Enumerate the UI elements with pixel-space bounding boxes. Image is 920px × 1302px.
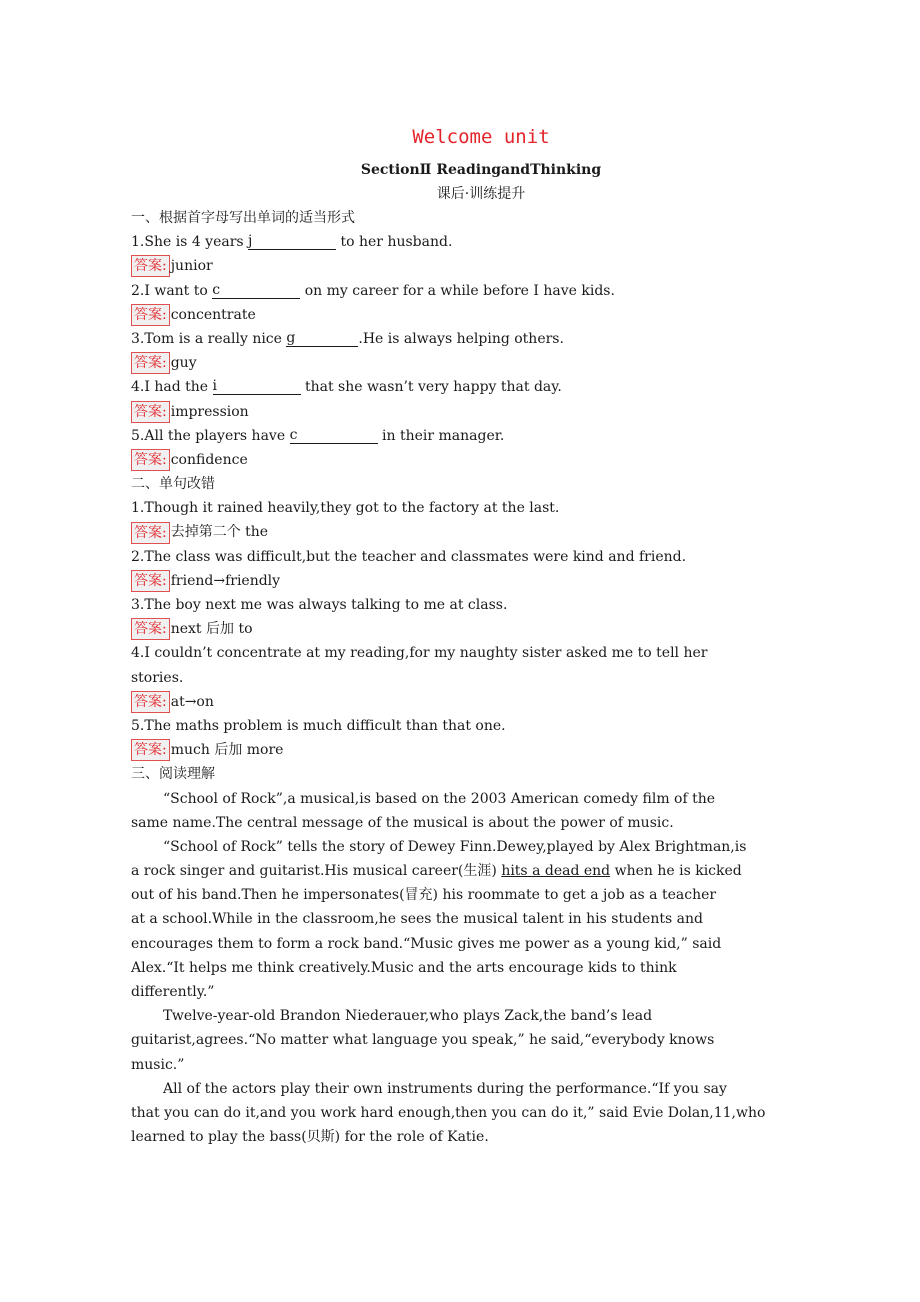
passage-line: that you can do it,and you work hard enough,then you can do it,” said Evie Dolan,11,who	[131, 1104, 766, 1121]
answer-label: 答案:	[131, 401, 170, 423]
correction-1: 1.Though it rained heavily,they got to the factory at the last.	[131, 500, 560, 517]
underlined-phrase: hits a dead end	[501, 863, 611, 880]
answer-text: concentrate	[170, 306, 256, 323]
answer-text: friend→friendly	[170, 572, 281, 589]
correction-2: 2.The class was difficult,but the teacher and classmates were kind and friend.	[131, 548, 687, 565]
passage-line: music.”	[131, 1056, 185, 1073]
answer-text: much 后加 more	[170, 742, 284, 759]
passage-line: learned to play the bass(贝斯) for the role of Katie.	[131, 1129, 489, 1146]
answer-row	[131, 738, 831, 762]
answer-row	[131, 400, 831, 424]
answer-row	[131, 690, 831, 714]
answer-label: 答案:	[131, 522, 170, 544]
answer-text: junior	[170, 258, 213, 275]
passage-line: All of the actors play their own instruments during the performance.“If you say	[163, 1080, 727, 1097]
correction-3: 3.The boy next me was always talking to me at class.	[131, 597, 508, 613]
answer-text: next 后加 to	[170, 621, 253, 638]
answer-row	[131, 254, 831, 278]
answer-text: impression	[170, 403, 249, 420]
question-5: 5.All the players have c in their manager.	[131, 426, 505, 444]
passage-line: Twelve-year-old Brandon Niederauer,who plays Zack,the band’s lead	[163, 1008, 653, 1025]
answer-label: 答案:	[131, 304, 170, 326]
passage-line: “School of Rock” tells the story of Dewey Finn.Dewey,played by Alex Brightman,is	[163, 838, 747, 855]
passage-line: Alex.“It helps me think creatively.Music and the arts encourage kids to think	[131, 959, 677, 976]
passage-line: out of his band.Then he impersonates(冒充) his roommate to get a job as a teacher	[131, 887, 717, 904]
answer-row	[131, 448, 831, 472]
answer-label: 答案:	[131, 570, 170, 592]
worksheet	[131, 124, 831, 1149]
answer-row	[131, 303, 831, 327]
question-1: 1.She is 4 years j to her husband.	[131, 233, 453, 251]
answer-blank: c	[212, 283, 300, 299]
answer-text: at→on	[170, 693, 214, 710]
answer-text: 去掉第二个 the	[170, 524, 269, 541]
correction-5: 5.The maths problem is much difficult than that one.	[131, 717, 506, 734]
page-title: Welcome unit	[412, 126, 550, 148]
part2-heading: 二、单句改错	[131, 476, 215, 493]
answer-label: 答案:	[131, 618, 170, 640]
passage-line: encourages them to form a rock band.“Music gives me power as a young kid,” said	[131, 935, 722, 952]
answer-row	[131, 569, 831, 593]
answer-blank: j	[248, 234, 336, 250]
passage-line: guitarist,agrees.“No matter what language you speak,” he said,“everybody knows	[131, 1032, 715, 1049]
answer-label: 答案:	[131, 255, 170, 277]
answer-label: 答案:	[131, 691, 170, 713]
passage-line: “School of Rock”,a musical,is based on the 2003 American comedy film of the	[163, 790, 716, 807]
part1-heading: 一、根据首字母写出单词的适当形式	[131, 210, 355, 226]
correction-4: 4.I couldn’t concentrate at my reading,for my naughty sister asked me to tell her	[131, 645, 708, 662]
answer-blank: g	[286, 331, 358, 347]
section-subtitle: 课后·训练提升	[436, 186, 526, 202]
part3-heading: 三、阅读理解	[131, 766, 215, 783]
answer-row	[131, 351, 831, 375]
answer-label: 答案:	[131, 739, 170, 761]
passage-line: same name.The central message of the musical is about the power of music.	[131, 814, 674, 831]
section-title: SectionⅡ ReadingandThinking	[360, 162, 602, 178]
answer-label: 答案:	[131, 352, 170, 374]
passage-line: differently.”	[131, 984, 215, 1000]
question-3: 3.Tom is a really nice g .He is always helping others.	[131, 329, 564, 347]
answer-row	[131, 520, 831, 544]
passage-line: at a school.While in the classroom,he sees the musical talent in his students and	[131, 911, 703, 928]
answer-text: guy	[170, 355, 197, 372]
answer-blank: i	[213, 379, 301, 395]
answer-row	[131, 617, 831, 641]
question-4: 4.I had the i that she wasn’t very happy that day.	[131, 378, 562, 396]
question-2: 2.I want to c on my career for a while before I have kids.	[131, 281, 615, 299]
correction-4-cont: stories.	[131, 669, 184, 686]
answer-blank: c	[290, 428, 378, 444]
answer-text: confidence	[170, 451, 248, 468]
passage-line: a rock singer and guitarist.His musical career(生涯) hits a dead end when he is kicked	[131, 863, 742, 880]
answer-label: 答案:	[131, 449, 170, 471]
